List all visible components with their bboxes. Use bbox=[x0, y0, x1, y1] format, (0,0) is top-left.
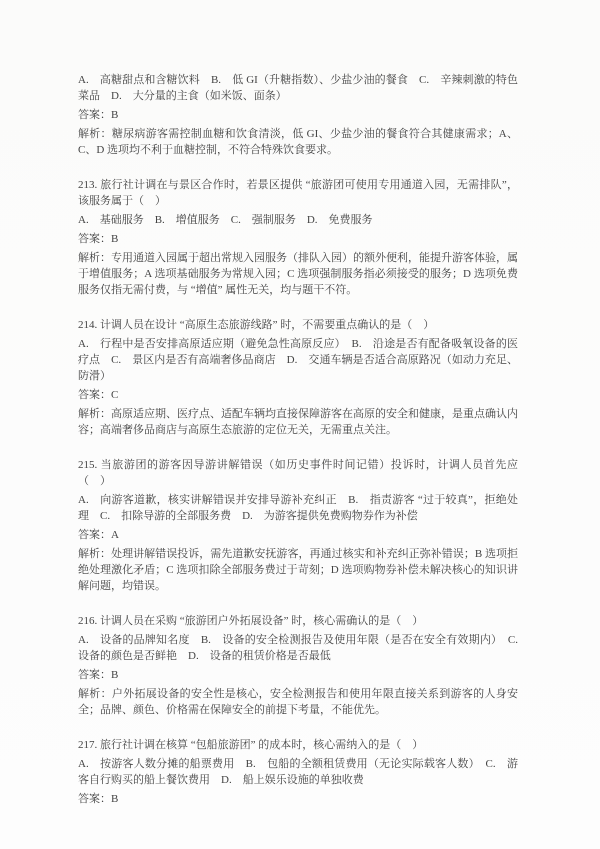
question-block-217 bbox=[78, 737, 518, 807]
question-title: 213. 旅行社计调在与景区合作时，若景区提供 “旅游团可使用专用通道入园，无需排队”，该服务属于（ ） bbox=[78, 179, 518, 207]
question-title: 215. 当旅游团的游客因导游讲解错误（如历史事件时间记错）投诉时，计调人员首先应（ ） bbox=[78, 459, 518, 487]
question-answer: 答案：A bbox=[78, 529, 119, 541]
question-answer: 答案：B bbox=[78, 109, 119, 121]
question-options: A. 设备的品牌知名度 B. 设备的安全检测报告及使用年限（是否在安全有效期内） C. 设备的颜色是否鲜艳 D. 设备的租赁价格是否最低 bbox=[78, 634, 529, 662]
question-title: 217. 旅行社计调在核算 “包船旅游团” 的成本时，核心需纳入的是（ ） bbox=[78, 739, 424, 751]
question-analysis: 解析：高原适应期、医疗点、适配车辆均直接保障游客在高原的安全和健康，是重点确认内容；高端奢侈品商店与高原生态旅游的定位无关，无需重点关注。 bbox=[78, 408, 518, 436]
question-options: A. 行程中是否安排高原适应期（避免急性高原反应） B. 沿途是否有配备吸氧设备的医疗点 C. 景区内是否有高端奢侈品商店 D. 交通车辆是否适合高原路况（如动力充足、防滑） bbox=[78, 338, 518, 382]
question-analysis: 解析：专用通道入园属于超出常规入园服务（排队入园）的额外便利，能提升游客体验，属于增值服务；A 选项基础服务为常规入园；C 选项强制服务指必须接受的服务；D 选项免费服务仅指无需付费，与 “增值” 属性无关，均与题干不符。 bbox=[78, 252, 518, 296]
question-answer: 答案：C bbox=[78, 389, 119, 401]
question-answer: 答案：B bbox=[78, 793, 119, 805]
question-options: A. 基础服务 B. 增值服务 C. 强制服务 D. 免费服务 bbox=[78, 214, 373, 226]
question-block-215 bbox=[78, 457, 518, 594]
question-block-212-continuation bbox=[78, 72, 518, 158]
question-block-213 bbox=[78, 177, 518, 298]
question-options: A. 按游客人数分摊的船票费用 B. 包船的全额租赁费用（无论实际载客人数） C. 游客自行购买的船上餐饮费用 D. 船上娱乐设施的单独收费 bbox=[78, 758, 518, 786]
question-analysis: 解析：处理讲解错误投诉，需先道歉安抚游客，再通过核实和补充纠正弥补错误；B 选项拒绝处理激化矛盾；C 选项扣除全部服务费过于苛刻；D 选项购物券补偿未解决核心的知识讲解问题，均错误。 bbox=[78, 548, 518, 592]
question-analysis: 解析：户外拓展设备的安全性是核心，安全检测报告和使用年限直接关系到游客的人身安全；品牌、颜色、价格需在保障安全的前提下考量，不能优先。 bbox=[78, 688, 518, 716]
question-block-214 bbox=[78, 317, 518, 438]
question-answer: 答案：B bbox=[78, 233, 119, 245]
question-title: 214. 计调人员在设计 “高原生态旅游线路” 时，不需要重点确认的是（ ） bbox=[78, 319, 435, 331]
question-answer: 答案：B bbox=[78, 669, 119, 681]
question-block-216 bbox=[78, 613, 529, 718]
question-options: A. 向游客道歉，核实讲解错误并安排导游补充纠正 B. 指责游客 “过于较真”，拒绝处理 C. 扣除导游的全部服务费 D. 为游客提供免费购物券作为补偿 bbox=[78, 494, 518, 522]
question-title: 216. 计调人员在采购 “旅游团户外拓展设备” 时，核心需确认的是（ ） bbox=[78, 615, 424, 627]
question-analysis: 解析：糖尿病游客需控制血糖和饮食清淡，低 GI、少盐少油的餐食符合其健康需求；A、C、D 选项均不利于血糖控制，不符合特殊饮食要求。 bbox=[78, 128, 518, 156]
question-options: A. 高糖甜点和含糖饮料 B. 低 GI（升糖指数）、少盐少油的餐食 C. 辛辣刺激的特色菜品 D. 大分量的主食（如米饭、面条） bbox=[78, 74, 518, 102]
